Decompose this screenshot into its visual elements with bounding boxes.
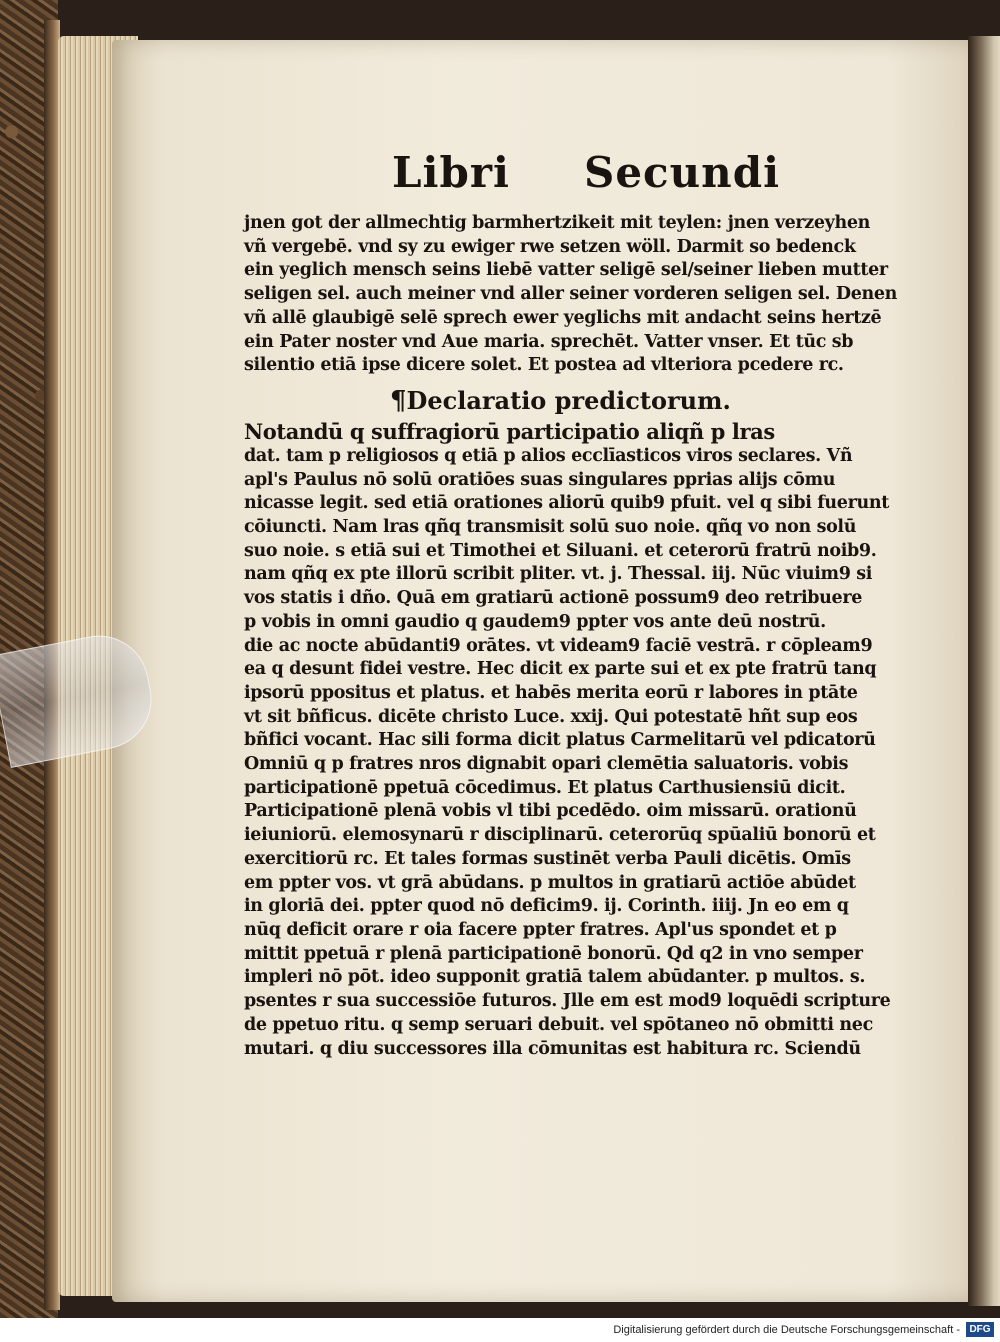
text-line: in gloriā dei. ppter quod nō deficim9. ij. Corinth. iiij. Jn eo em q [244, 896, 849, 917]
text-line: bñfici vocant. Hac sili forma dicit platus Carmelitarū vel pdicatorū [244, 730, 876, 751]
text-line: die ac nocte abūdanti9 orātes. vt videam9 faciē vestrā. r cōpleam9 [244, 635, 873, 656]
text-line: apl's Paulus nō solū oratiōes suas singulares pprias alijs cōmu [244, 469, 836, 490]
opening-paragraph [244, 212, 898, 378]
text-line: nūq deficit orare r oia facere ppter fratres. Apl'us spondet et p [244, 919, 837, 940]
text-line: em ppter vos. vt grā abūdans. p multos in gratiarū actiōe abūdet [244, 872, 856, 893]
text-line: mittit ppetuā r plenā participationē bonorū. Qd q2 in vno semper [244, 943, 863, 964]
text-line: ieiuniorū. elemosynarū r disciplinarū. ceterorūq spūaliū bonorū et [244, 825, 876, 846]
running-head-left: Libri [392, 148, 510, 197]
text-line: ein yeglich mensch seins liebē vatter seligē sel/seiner lieben mutter [244, 260, 888, 281]
page-text-block [244, 148, 898, 1061]
text-line: suo noie. s etiā sui et Timothei et Siluani. et ceterorū fratrū noib9. [244, 540, 877, 561]
text-line: jnen got der allmechtig barmhertzikeit mit teylen: jnen verzeyhen [244, 213, 871, 233]
section-heading-text: Declaratio predictorum. [406, 385, 731, 415]
text-line: participationē ppetuā cōcedimus. Et platus Carthusiensiū dicit. [244, 777, 846, 798]
text-line: silentio etiā ipse dicere solet. Et postea ad vlteriora pcedere rc. [244, 355, 844, 376]
paragraph-mark-icon: ¶ [390, 385, 407, 416]
dfg-logo: DFG [966, 1322, 994, 1337]
text-line: seligen sel. auch meiner vnd aller seiner vorderen seligen sel. Denen [244, 284, 898, 305]
facing-page-gutter [968, 36, 1000, 1306]
text-line: impleri nō pōt. ideo supponit gratiā talem abūdanter. p multos. s. [244, 967, 866, 988]
first-line-large: Notandū q suffragiorū participatio aliqñ p lras [244, 418, 775, 444]
text-line: nicasse legit. sed etiā orationes aliorū quib9 pfuit. vel q sibi fuerunt [244, 493, 889, 514]
text-line: ipsorū ppositus et platus. et habēs merita eorū r labores in ptāte [244, 682, 858, 703]
text-line: mutari. q diu successores illa cōmunitas est habitura rc. Sciendū [244, 1038, 861, 1059]
body-paragraph [244, 445, 891, 1061]
running-head [244, 148, 874, 212]
section-heading [390, 384, 874, 418]
text-line: Omniū q p fratres nros dignabit opari clemētia saluatoris. vobis [244, 754, 849, 775]
digitization-footer [0, 1318, 1000, 1342]
text-line: cōiuncti. Nam lras qñq transmisit solū suo noie. qñq vo non solū [244, 517, 857, 538]
text-line: vt sit bñficus. dicēte christo Luce. xxij. Qui potestatē hñt sup eos [244, 706, 858, 727]
text-line: ea q desunt fidei vestre. Hec dicit ex parte sui et ex pte fratrū tanq [244, 659, 877, 680]
text-line: nam qñq ex pte illorū scribit pliter. vt. j. Thessal. iij. Nūc viuim9 si [244, 564, 873, 585]
text-line: de ppetuo ritu. q semp seruari debuit. vel spōtaneo nō obmitti nec [244, 1014, 873, 1035]
funding-notice: Digitalisierung gefördert durch die Deutsche Forschungsgemeinschaft - [613, 1324, 960, 1336]
text-line: ein Pater noster vnd Aue maria. sprechēt. Vatter vnser. Et tūc sb [244, 331, 854, 352]
text-line: vñ allē glaubigē selē sprech ewer yeglichs mit andacht seins hertzē [244, 307, 882, 328]
text-line: psentes r sua successiōe futuros. Jlle em est mod9 loquēdi scripture [244, 991, 891, 1012]
text-line: vñ vergebē. vnd sy zu ewiger rwe setzen wöll. Darmit so bedenck [244, 236, 856, 257]
text-line: Participationē plenā vobis vl tibi pcedēdo. oim missarū. orationū [244, 801, 857, 822]
text-line: dat. tam p religiosos q etiā p alios ecclīasticos viros seclares. Vñ [244, 445, 853, 466]
text-line: exercitiorū rc. Et tales formas sustinēt verba Pauli dicētis. Omīs [244, 848, 851, 869]
text-line: vos statis i dño. Quā em gratiarū actionē possum9 deo retribuere [244, 588, 862, 609]
running-head-right: Secundi [584, 148, 781, 197]
text-line: p vobis in omni gaudio q gaudem9 ppter vos ante deū nostrū. [244, 611, 826, 632]
